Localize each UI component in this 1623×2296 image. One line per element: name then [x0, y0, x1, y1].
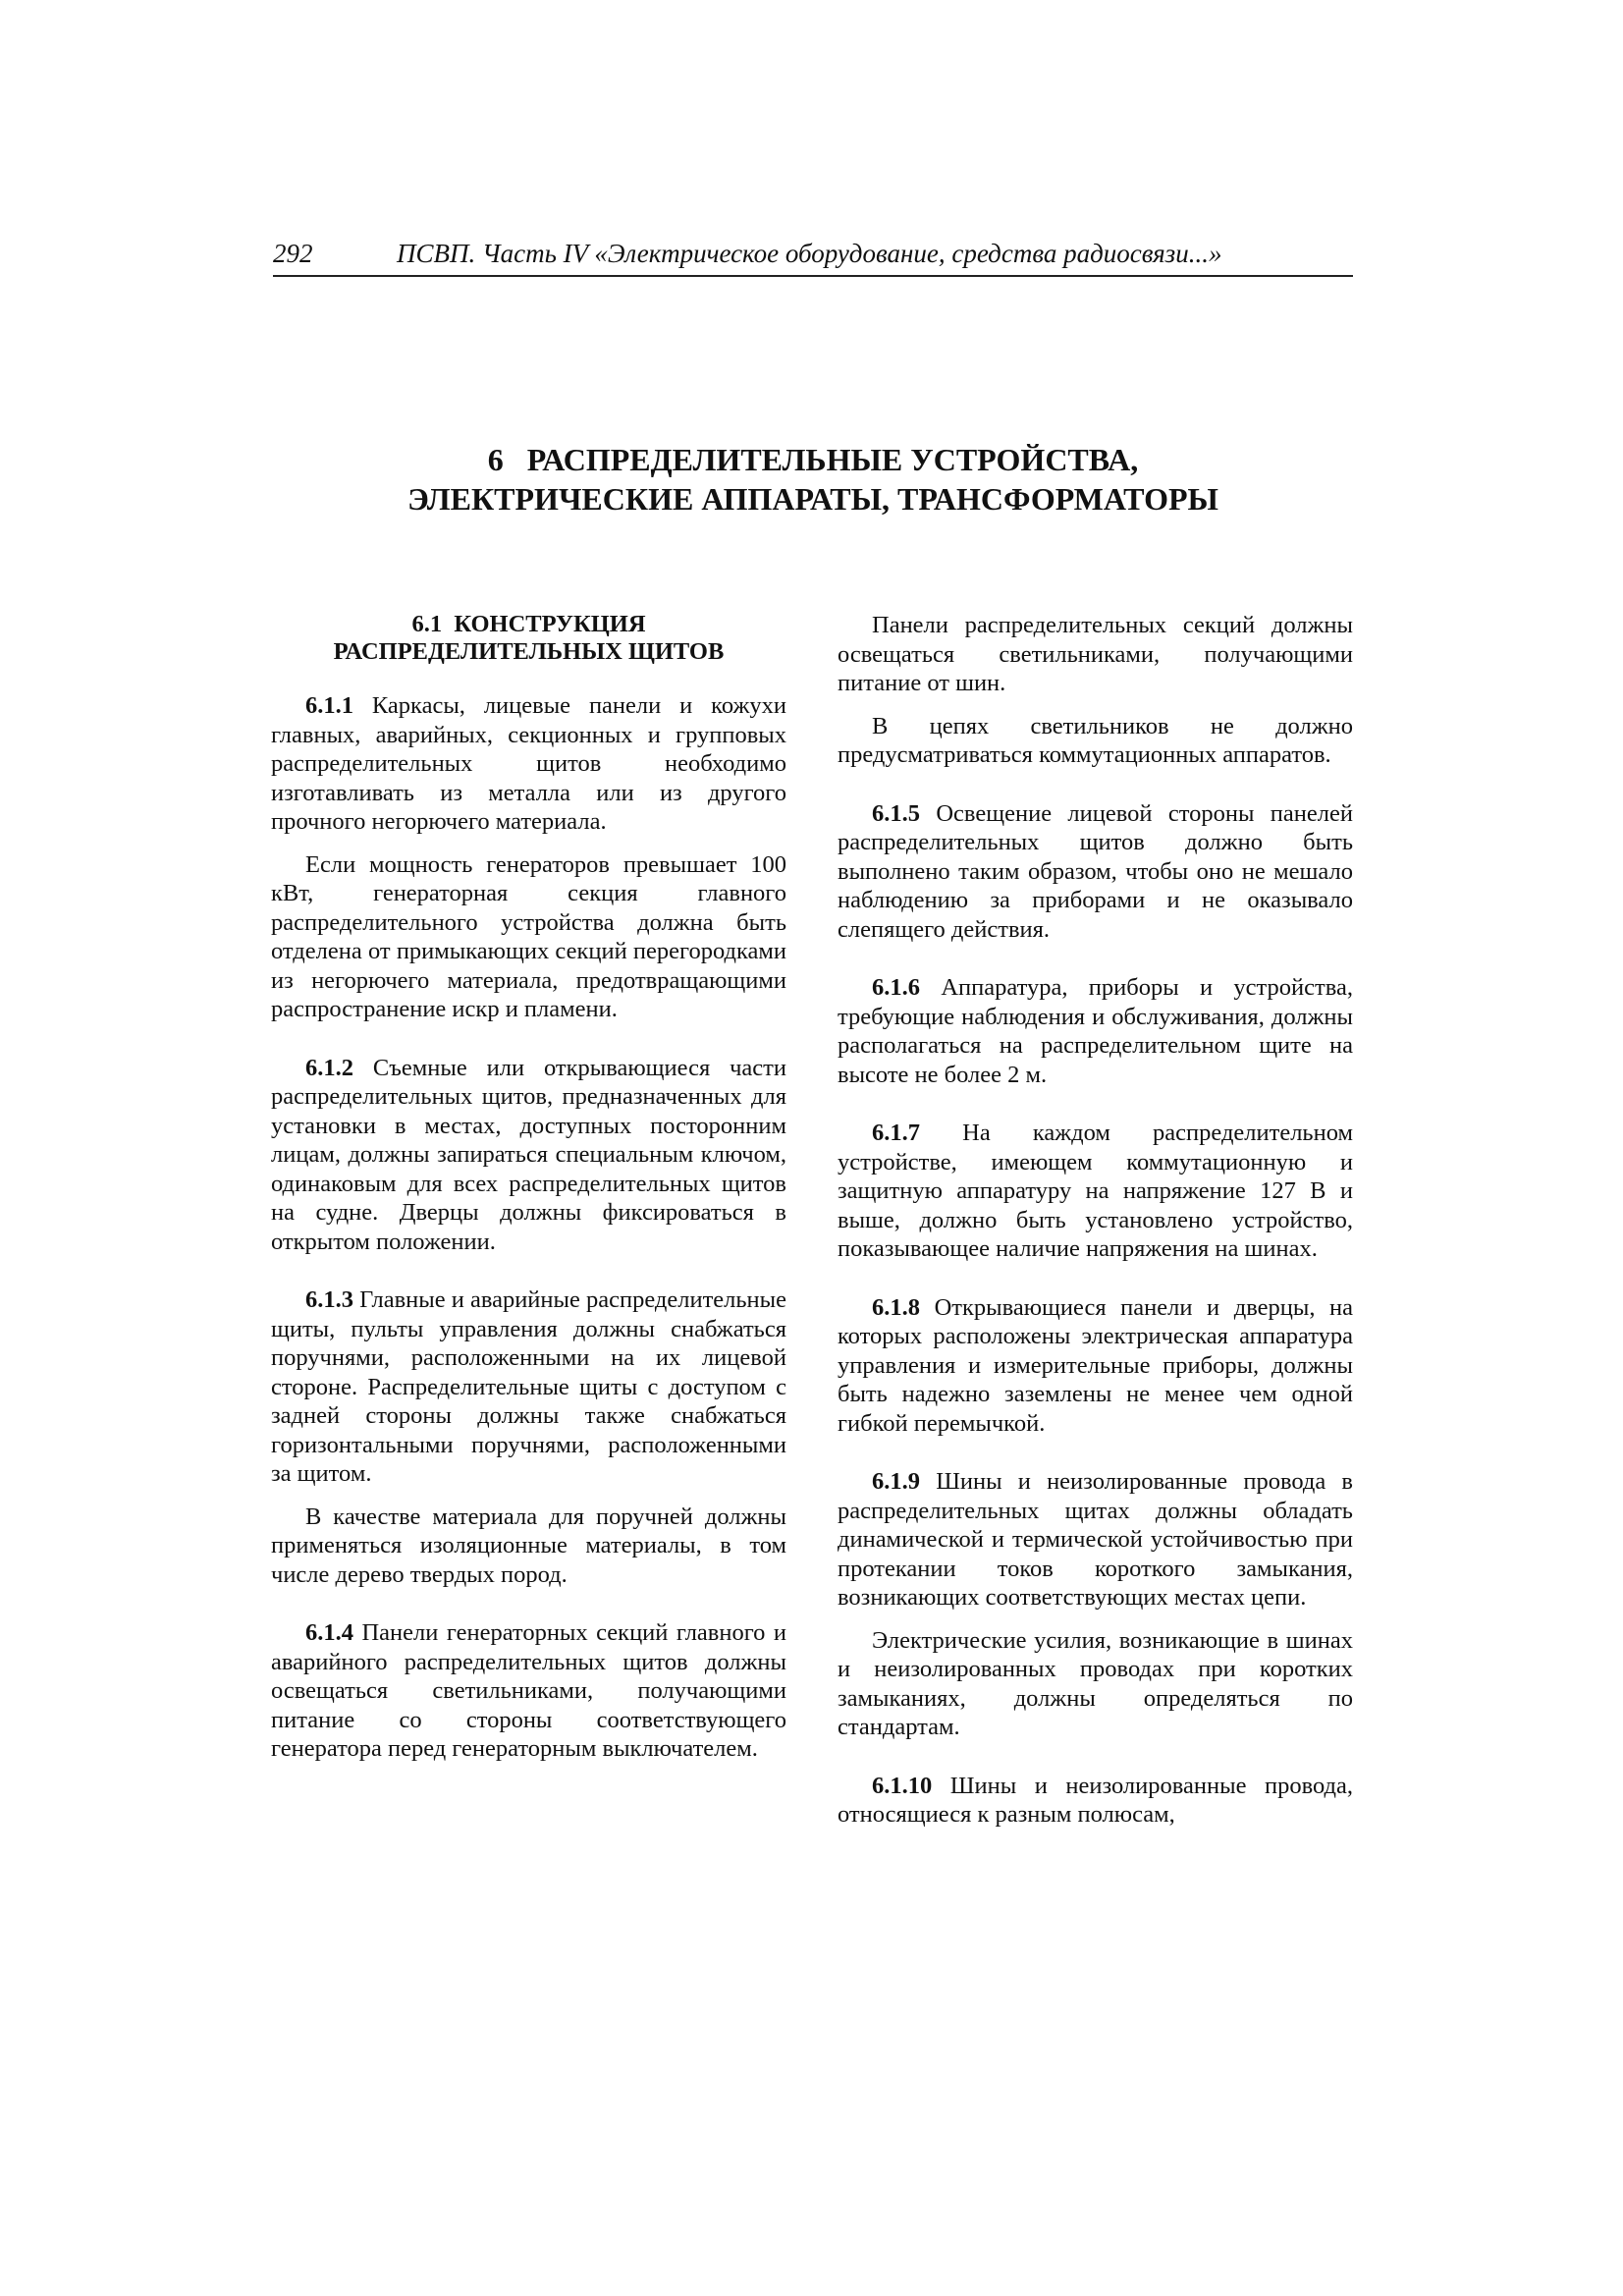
- paragraph-6-1-8: [838, 1293, 1353, 1439]
- clause-number: 6.1.4: [305, 1619, 353, 1646]
- paragraph-6-1-3-b: В качестве материала для поручней должны применяться изоляционные материалы, в том числе дерево твердых пород.: [271, 1503, 786, 1588]
- page-number: 292: [273, 239, 313, 268]
- paragraph-text: Открывающиеся панели и дверцы, на которых расположены электрическая аппаратура управления и измерительные приборы, должны быть надежно заземлены не менее чем одной гибкой перемычкой.: [838, 1293, 1353, 1437]
- paragraph-text: Главные и аварийные распределительные щиты, пульты управления должны снабжаться поручнями, расположенными на их лицевой стороне. Распределительные щиты с доступом с задней стороны должны также снабжаться горизонтальными поручнями, расположенными за щитом.: [271, 1286, 787, 1487]
- running-title: ПСВП. Часть IV «Электрическое оборудование, средства радиосвязи...»: [397, 239, 1222, 268]
- chapter-title: [273, 440, 1353, 519]
- paragraph-6-1-9: [838, 1467, 1353, 1613]
- paragraph-6-1-9-b: Электрические усилия, возникающие в шинах и неизолированных проводах при коротких замыканиях, должны определяться по стандартам.: [838, 1626, 1353, 1740]
- running-header: [273, 236, 1353, 277]
- clause-number: 6.1.8: [872, 1293, 920, 1321]
- paragraph-text: Каркасы, лицевые панели и кожухи главных, аварийных, секционных и групповых распределительных щитов необходимо изготавливать из металла или из другого прочного негорючего материала.: [271, 692, 786, 835]
- paragraph-text: На каждом распределительном устройстве, имеющем коммутационную и защитную аппаратуру на напряжение 127 В и выше, должно быть установлено устройство, показывающее наличие напряжения на шинах.: [838, 1120, 1353, 1262]
- clause-number: 6.1.9: [872, 1468, 920, 1495]
- clause-number: 6.1.2: [305, 1054, 353, 1081]
- paragraph-text: Освещение лицевой стороны панелей распределительных щитов должно быть выполнено таким образом, чтобы оно не мешало наблюдению за приборами и не оказывало слепящего действия.: [838, 799, 1353, 943]
- paragraph-6-1-1: [271, 691, 786, 837]
- paragraph-6-1-1-b: Если мощность генераторов превышает 100 кВт, генераторная секция главного распределительного устройства должна быть отделена от примыкающих секций перегородками из негорючего материала, предотвращающими распространение искр и пламени.: [271, 850, 786, 1022]
- paragraph-6-1-10: [838, 1772, 1353, 1830]
- right-column: [838, 611, 1353, 1830]
- section-heading-line-2: РАСПРЕДЕЛИТЕЛЬНЫХ ЩИТОВ: [333, 638, 725, 665]
- paragraph-6-1-4-c: Панели распределительных секций должны освещаться светильниками, получающими питание от шин.: [838, 612, 1353, 696]
- section-heading-line-1: 6.1 КОНСТРУКЦИЯ: [411, 611, 646, 637]
- paragraph-6-1-4: [271, 1618, 786, 1764]
- clause-number: 6.1.6: [872, 974, 920, 1001]
- paragraph-text: Шины и неизолированные провода в распределительных щитах должны обладать динамической и термической устойчивостью при протекании токов короткого замыкания, возникающих соответствующих местах цепи.: [838, 1468, 1353, 1611]
- paragraph-6-1-4-d: В цепях светильников не должно предусматриваться коммутационных аппаратов.: [838, 712, 1353, 768]
- clause-number: 6.1.3: [305, 1286, 353, 1313]
- clause-number: 6.1.10: [872, 1772, 933, 1799]
- clause-number: 6.1.5: [872, 799, 920, 827]
- paragraph-text: Съемные или открывающиеся части распределительных щитов, предназначенных для установки в местах, доступных посторонним лицам, должны запираться специальным ключом, одинаковым для всех распределительных щитов на судне. Дверцы должны фиксироваться в открытом положении.: [271, 1054, 786, 1255]
- section-heading: [271, 611, 786, 666]
- left-column: [271, 611, 786, 1764]
- paragraph-text: Аппаратура, приборы и устройства, требующие наблюдения и обслуживания, должны располагаться на распределительном щите на высоте не более 2 м.: [838, 974, 1353, 1088]
- chapter-title-line-2: ЭЛЕКТРИЧЕСКИЕ АППАРАТЫ, ТРАНСФОРМАТОРЫ: [407, 481, 1218, 517]
- paragraph-6-1-6: [838, 973, 1353, 1089]
- paragraph-6-1-7: [838, 1119, 1353, 1264]
- paragraph-6-1-3: [271, 1285, 786, 1489]
- clause-number: 6.1.1: [305, 692, 353, 719]
- paragraph-text: Панели генераторных секций главного и аварийного распределительных щитов должны освещаться светильниками, получающими питание со стороны соответствующего генератора перед генераторным выключателем.: [271, 1619, 787, 1762]
- paragraph-text: Шины и неизолированные провода, относящиеся к разным полюсам,: [838, 1772, 1354, 1828]
- paragraph-6-1-5: [838, 799, 1353, 945]
- clause-number: 6.1.7: [872, 1120, 920, 1146]
- paragraph-6-1-2: [271, 1054, 786, 1257]
- chapter-title-line-1: 6 РАСПРЕДЕЛИТЕЛЬНЫЕ УСТРОЙСТВА,: [487, 442, 1139, 477]
